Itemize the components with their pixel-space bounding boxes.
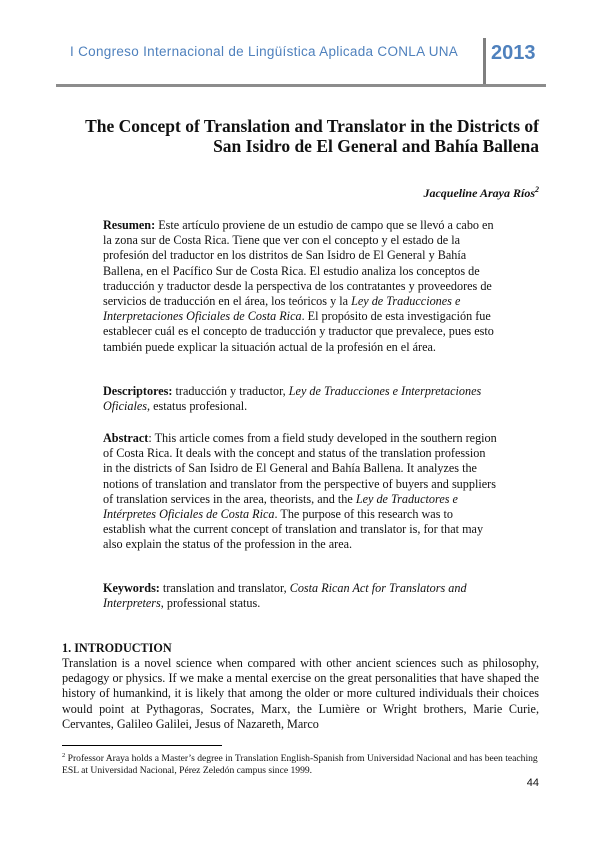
descriptores-text-2: , estatus profesional. — [147, 399, 248, 414]
resumen-label: Resumen: — [103, 218, 156, 232]
descriptores-text-1: traducción y traductor, — [172, 384, 289, 398]
abstract-text-2: . The purpose of this research was to establish what the current concept of translation and translator is, for that may also explain the status of the profession in the area. — [103, 507, 484, 552]
header-rule — [56, 84, 546, 87]
footnote-mark: 2 — [62, 752, 66, 759]
paper-title-line-2: San Isidro de El General and Bahía Ballena — [213, 136, 539, 156]
resumen-italic: Ley de Traducciones e Interpretaciones Oficiales de Costa Rica — [103, 294, 461, 324]
descriptores-paragraph — [103, 384, 497, 414]
footnote-rule — [62, 745, 222, 746]
author — [300, 185, 539, 201]
keywords-text-2: , professional status. — [160, 596, 261, 611]
descriptores-label: Descriptores: — [103, 384, 173, 398]
header-separator — [483, 38, 486, 84]
abstract-text-1: : This article comes from a field study developed in the southern region of Costa Rica. It deals with the concept and status of the translation profession in the districts of San Isidro de El General and Bahía Ballena. It analyzes the notions of translation and translator from the perspective of buyers and suppliers of translation services in the area, theorists, and the — [103, 431, 497, 506]
page-number: 44 — [526, 777, 539, 789]
abstract-italic: Ley de Traductores e Intérpretes Oficiales de Costa Rica — [103, 491, 458, 522]
abstract-label: Abstract — [103, 431, 149, 445]
introduction-heading: 1. INTRODUCTION — [62, 641, 172, 655]
introduction-body: Translation is a novel science when compared with other ancient sciences such as philosophy, pedagogy or physics. If we make a mental exercise on the great personalities that have shaped the history of humankind, it is likely that among the older or more cultured individuals their choices would point at Pythagoras, Socrates, Marx, the Lumière or Wright brothers, Marie Curie, Cervantes, Galileo Galilei, Jesus of Nazareth, Marco — [62, 656, 539, 731]
header-conference-name: I Congreso Internacional de Lingüística Aplicada CONLA UNA — [70, 44, 459, 59]
resumen-text-1: Este artículo proviene de un estudio de campo que se llevó a cabo en la zona sur de Costa Rica. Tiene que ver con el concepto y el estado de la profesión del traductor en los distritos de San Isidro de El General y Bahía Ballena, en el Pacífico Sur de Costa Rica. El estudio analiza los conceptos de traducción y traductor desde la perspectiva de los contratantes y proveedores de servicios de traducción en el área, los teóricos y la — [103, 218, 494, 309]
header-year: 2013 — [491, 42, 536, 64]
author-name: Jacqueline Araya Ríos — [423, 186, 535, 200]
resumen-paragraph — [103, 218, 497, 355]
author-footnote-mark: 2 — [535, 185, 539, 194]
keywords-paragraph — [103, 581, 497, 611]
keywords-italic: Costa Rican Act for Translators and Interpreters — [103, 581, 467, 611]
resumen-text-2: . El propósito de esta investigación fue establecer cuál es el concepto de traducción y traductor que prevalece, pues esto también puede explicar la situación actual de la profesión en el área. — [103, 309, 494, 354]
paper-title — [62, 116, 539, 156]
abstract-paragraph — [103, 431, 497, 553]
footnote-text: Professor Araya holds a Master’s degree in Translation English-Spanish from Universidad Nacional and has been teaching ESL at Universidad Nacional, Pérez Zeledón campus since 1999. — [62, 753, 538, 777]
paper-title-line-1: The Concept of Translation and Translator in the Districts of — [85, 116, 539, 136]
footnote — [62, 750, 542, 777]
keywords-text-1: translation and translator, — [159, 581, 290, 595]
descriptores-italic: Ley de Traducciones e Interpretaciones Oficiales — [103, 384, 482, 414]
keywords-label: Keywords: — [103, 581, 160, 595]
